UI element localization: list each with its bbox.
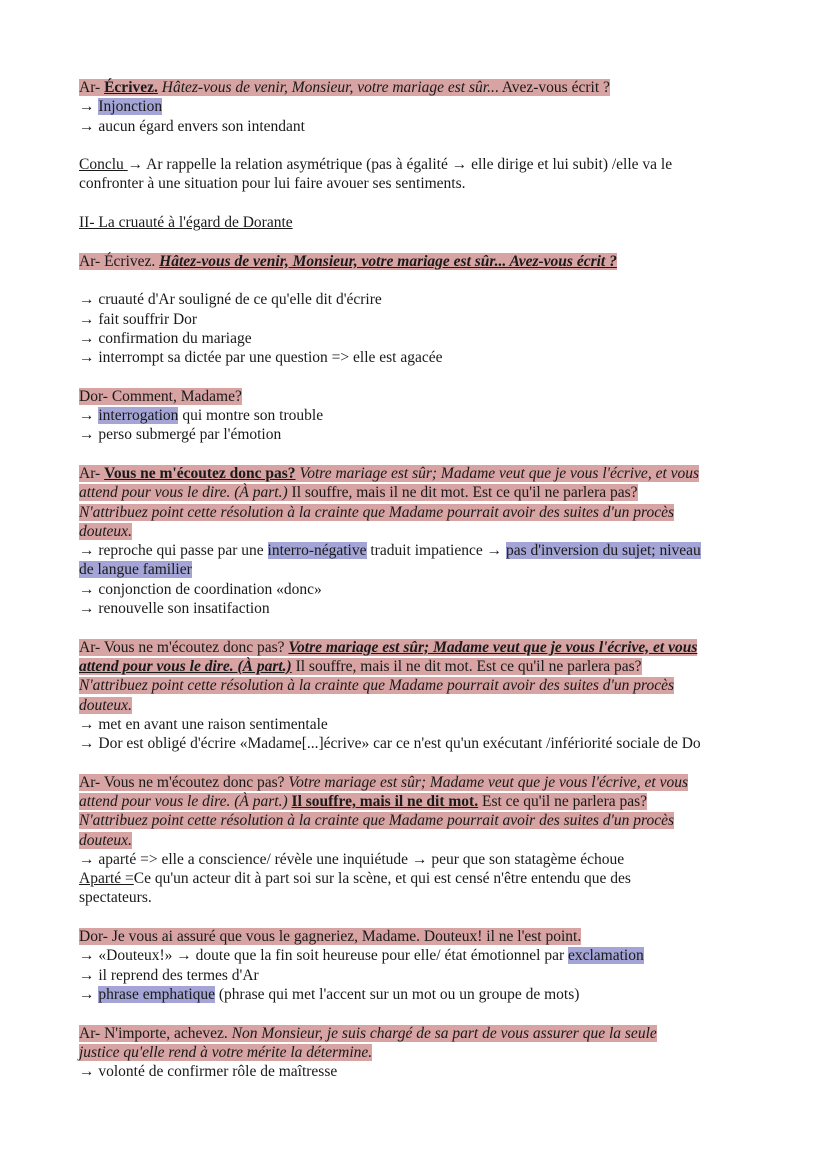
- quote-line: Dor- Comment, Madame?: [79, 387, 242, 405]
- arrow-icon: →: [127, 156, 144, 174]
- arrow-icon: →: [79, 98, 95, 116]
- arrow-icon: →: [79, 735, 95, 753]
- note-line: → Dor est obligé d'écrire «Madame[...]écrive» car ce n'est qu'un exécutant /infériorité sociale de Do: [79, 735, 701, 753]
- note-line: → confirmation du mariage: [79, 329, 252, 347]
- arrow-icon: →: [486, 542, 503, 560]
- quote-line: attend pour vous le dire. (À part.) Il souffre, mais il ne dit mot. Est ce qu'il ne parlera pas?: [79, 657, 642, 675]
- note-line: → aparté => elle a conscience/ révèle une inquiétude → peur que son statagème échoue: [79, 850, 625, 868]
- arrow-icon: →: [79, 580, 95, 598]
- arrow-icon: →: [79, 426, 95, 444]
- arrow-icon: →: [79, 117, 95, 135]
- note-line: → perso submergé par l'émotion: [79, 426, 282, 444]
- arrow-icon: →: [79, 407, 95, 425]
- section-title: II- La cruauté à l'égard de Dorante: [79, 214, 293, 232]
- note-line: → interrompt sa dictée par une question => elle est agacée: [79, 349, 443, 367]
- note-line: de langue familier: [79, 561, 192, 579]
- note-line: → conjonction de coordination «donc»: [79, 580, 322, 598]
- quote-line: N'attribuez point cette résolution à la crainte que Madame pourrait avoir des suites d'un procès: [79, 677, 674, 695]
- conclusion-line: confronter à une situation pour lui faire avouer ses sentiments.: [79, 175, 466, 193]
- note-line: → cruauté d'Ar souligné de ce qu'elle dit d'écrire: [79, 291, 382, 309]
- quote-line: Ar- N'importe, achevez. Non Monsieur, je suis chargé de sa part de vous assurer que la seule: [79, 1024, 657, 1042]
- conclusion-line: Conclu → Ar rappelle la relation asymétrique (pas à égalité → elle dirige et lui subit) /elle va le: [79, 156, 673, 174]
- quote-line: Ar- Écrivez. Hâtez-vous de venir, Monsieur, votre mariage est sûr... Avez-vous écrit ?: [79, 79, 610, 96]
- definition-line: spectateurs.: [79, 889, 152, 907]
- note-line: → «Douteux!» → doute que la fin soit heureuse pour elle/ état émotionnel par exclamation: [79, 947, 644, 965]
- quote-line: douteux.: [79, 831, 132, 849]
- quote-line: Ar- Vous ne m'écoutez donc pas? Votre mariage est sûr; Madame veut que je vous l'écrive, et vous: [79, 638, 698, 656]
- arrow-icon: →: [79, 329, 95, 347]
- quote-line: N'attribuez point cette résolution à la crainte que Madame pourrait avoir des suites d'un procès: [79, 503, 674, 521]
- note-line: → phrase emphatique (phrase qui met l'accent sur un mot ou un groupe de mots): [79, 985, 580, 1003]
- note-line: → il reprend des termes d'Ar: [79, 966, 259, 984]
- note-line: → volonté de confirmer rôle de maîtresse: [79, 1063, 338, 1081]
- arrow-icon: →: [176, 947, 192, 965]
- quote-line: attend pour vous le dire. (À part.) Il souffre, mais il ne dit mot. Est ce qu'il ne parlera pas?: [79, 792, 648, 810]
- quote-line: douteux.: [79, 522, 132, 540]
- arrow-icon: →: [411, 850, 428, 868]
- arrow-icon: →: [79, 966, 95, 984]
- note-line: → aucun égard envers son intendant: [79, 117, 305, 135]
- arrow-icon: →: [79, 310, 95, 328]
- arrow-icon: →: [79, 291, 95, 309]
- arrow-icon: →: [79, 947, 95, 965]
- quote-line: Ar- Vous ne m'écoutez donc pas? Votre mariage est sûr; Madame veut que je vous l'écrive, et vous: [79, 464, 700, 482]
- note-line: → renouvelle son insatifaction: [79, 600, 270, 618]
- quote-line: N'attribuez point cette résolution à la crainte que Madame pourrait avoir des suites d'un procès: [79, 812, 674, 830]
- note-line: → met en avant une raison sentimentale: [79, 715, 328, 733]
- arrow-icon: →: [79, 850, 95, 868]
- arrow-icon: →: [79, 985, 95, 1003]
- arrow-icon: →: [79, 1063, 95, 1081]
- note-line: → reproche qui passe par une interro-négative traduit impatience → pas d'inversion du sujet; niveau: [79, 542, 701, 560]
- quote-line: Dor- Je vous ai assuré que vous le gagneriez, Madame. Douteux! il ne l'est point.: [79, 928, 582, 946]
- quote-line: Ar- Écrivez. Hâtez-vous de venir, Monsieur, votre mariage est sûr... Avez-vous écrit ?: [79, 252, 617, 270]
- arrow-icon: →: [79, 349, 95, 367]
- definition-line: Aparté =Ce qu'un acteur dit à part soi sur la scène, et qui est censé n'être entendu que des: [79, 870, 631, 888]
- arrow-icon: →: [79, 542, 95, 560]
- note-line: → fait souffrir Dor: [79, 310, 198, 328]
- quote-line: douteux.: [79, 696, 132, 714]
- document-page: [79, 78, 759, 1081]
- quote-line: Ar- Vous ne m'écoutez donc pas? Votre mariage est sûr; Madame veut que je vous l'écrive, et vous: [79, 773, 688, 791]
- quote-line: justice qu'elle rend à votre mérite la détermine.: [79, 1043, 373, 1061]
- note-line: → interrogation qui montre son trouble: [79, 407, 324, 425]
- arrow-icon: →: [79, 600, 95, 618]
- note-line: → Injonction: [79, 98, 163, 116]
- arrow-icon: →: [79, 715, 95, 733]
- quote-line: attend pour vous le dire. (À part.) Il souffre, mais il ne dit mot. Est ce qu'il ne parlera pas?: [79, 484, 638, 502]
